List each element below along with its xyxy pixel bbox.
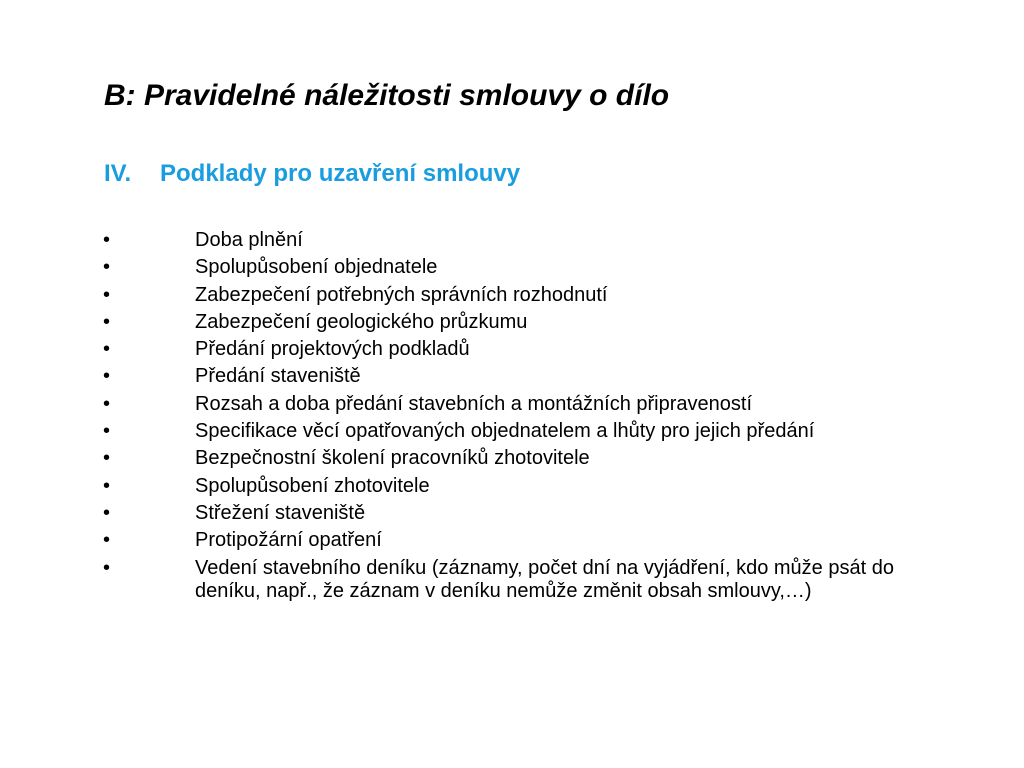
bullet-icon: • — [103, 229, 111, 251]
list-item — [103, 555, 933, 603]
section-number: IV. — [104, 160, 132, 187]
bullet-icon: • — [103, 338, 111, 361]
bullet-icon: • — [103, 474, 111, 497]
list-item — [103, 418, 933, 445]
list-item-text: Zabezpečení geologického průzkumu — [195, 310, 528, 333]
section-heading-text: Podklady pro uzavření smlouvy — [160, 160, 521, 187]
list-item-text: Předání projektových podkladů — [195, 338, 470, 361]
list-item — [103, 254, 933, 281]
list-item — [103, 309, 933, 336]
list-item-text: Zabezpečení potřebných správních rozhodnutí — [195, 283, 608, 306]
slide-title: B: Pravidelné náležitosti smlouvy o dílo — [104, 79, 670, 112]
list-item-text: Protipožární opatření — [195, 529, 382, 552]
bullet-icon: • — [103, 365, 111, 388]
bullet-icon: • — [103, 392, 111, 415]
list-item-text: Specifikace věcí opatřovaných objednatelem a lhůty pro jejich předání — [195, 420, 815, 443]
list-item — [103, 473, 933, 500]
bullet-icon: • — [103, 501, 111, 524]
bullet-icon: • — [103, 529, 111, 552]
list-item-text: Spolupůsobení zhotovitele — [195, 474, 430, 497]
list-item-text: Předání staveniště — [195, 365, 361, 388]
list-item-text: Doba plnění — [195, 229, 303, 251]
bullet-icon: • — [103, 256, 111, 279]
bullet-icon: • — [103, 420, 111, 443]
bullet-icon: • — [103, 447, 111, 470]
list-item — [103, 227, 933, 254]
list-item-text: Rozsah a doba předání stavebních a montážních připraveností — [195, 392, 753, 415]
list-item-text: Vedení stavebního deníku (záznamy, počet dní na vyjádření, kdo může psát do deníku, např., že záznam v deníku nemůže změnit obsah smlouvy,…) — [195, 556, 894, 602]
list-item — [103, 527, 933, 554]
bullet-icon: • — [103, 556, 111, 579]
list-item-text: Bezpečnostní školení pracovníků zhotovitele — [195, 447, 590, 470]
list-item — [103, 500, 933, 527]
bullet-icon: • — [103, 310, 111, 333]
list-item-text: Střežení staveniště — [195, 501, 366, 524]
list-item — [103, 336, 933, 363]
list-item — [103, 282, 933, 309]
list-item — [103, 391, 933, 418]
bullet-icon: • — [103, 283, 111, 306]
section-heading — [104, 159, 520, 189]
bullet-list — [103, 227, 933, 603]
list-item-text: Spolupůsobení objednatele — [195, 256, 438, 279]
list-item — [103, 363, 933, 390]
list-item — [103, 445, 933, 472]
